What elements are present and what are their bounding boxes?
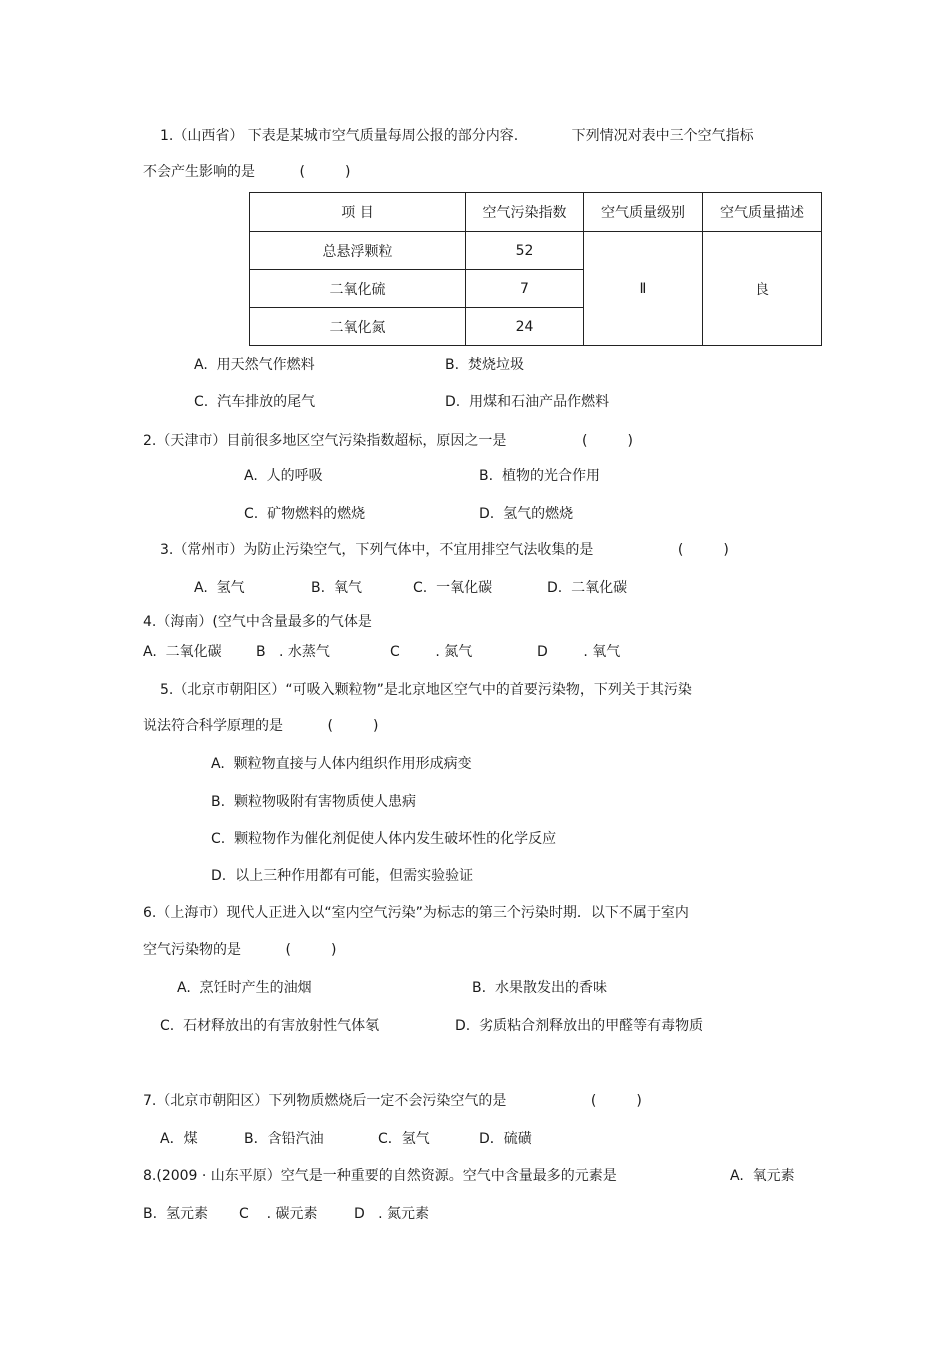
q7-option-a: A．煤: [160, 1131, 198, 1147]
table-cell-item: 二氧化氮: [250, 308, 466, 346]
q3-stem: 3.（常州市）为防止污染空气，下列气体中，不宜用排空气法收集的是 ( ): [160, 542, 729, 558]
q5-stem-line2: 说法符合科学原理的是 ( ): [143, 718, 379, 734]
q5-option-a: A. 颗粒物直接与人体内组织作用形成病变: [211, 756, 472, 772]
q7-stem: 7.（北京市朝阳区）下列物质燃烧后一定不会污染空气的是 ( ): [143, 1093, 642, 1109]
q2-option-a: A. 人的呼吸: [244, 468, 323, 484]
q1-option-b: B. 焚烧垃圾: [445, 357, 524, 373]
q4-stem: 4.（海南）(空气中含量最多的气体是: [143, 614, 372, 630]
table-cell-index: 52: [466, 232, 584, 270]
q3-option-c: C. 一氧化碳: [413, 580, 493, 596]
q1-option-a: A. 用天然气作燃料: [194, 357, 315, 373]
q1-option-c: C. 汽车排放的尾气: [194, 394, 316, 410]
q2-option-d: D. 氢气的燃烧: [479, 506, 574, 522]
q6-option-b: B. 水果散发出的香味: [472, 980, 607, 996]
q7-option-d: D．硫磺: [479, 1131, 532, 1147]
table-cell-desc: 良: [703, 232, 822, 346]
q8-option-a: A. 氧元素: [730, 1168, 795, 1184]
q5-option-c: C. 颗粒物作为催化剂促使人体内发生破坏性的化学反应: [211, 831, 557, 847]
q5-option-b: B. 颗粒物吸附有害物质使人患病: [211, 794, 416, 810]
q8-option-b: B. 氢元素: [143, 1206, 208, 1222]
q3-option-d: D. 二氧化碳: [547, 580, 628, 596]
q6-stem-line1: 6.（上海市）现代人正进入以“室内空气污染”为标志的第三个污染时期．以下不属于室内: [143, 905, 689, 921]
q4-option-c: C . 氮气: [390, 644, 473, 660]
q6-option-a: A. 烹饪时产生的油烟: [177, 980, 312, 996]
q4-option-b: B . 水蒸气: [256, 644, 330, 660]
table-row: [250, 232, 822, 270]
table-cell-item: 总悬浮颗粒: [250, 232, 466, 270]
table-cell-item: 二氧化硫: [250, 270, 466, 308]
table-cell-level: Ⅱ: [584, 232, 703, 346]
q3-option-a: A. 氢气: [194, 580, 245, 596]
q1-stem-line1: 1.（山西省） 下表是某城市空气质量每周公报的部分内容. 下列情况对表中三个空气指标: [160, 128, 754, 144]
q2-option-b: B. 植物的光合作用: [479, 468, 600, 484]
q8-option-d: D . 氮元素: [354, 1206, 430, 1222]
q3-option-b: B. 氧气: [311, 580, 362, 596]
q5-stem-line1: 5.（北京市朝阳区）“可吸入颗粒物”是北京地区空气中的首要污染物，下列关于其污染: [160, 682, 692, 698]
q4-option-a: A. 二氧化碳: [143, 644, 222, 660]
table-header-row: [250, 193, 822, 232]
q5-option-d: D. 以上三种作用都有可能，但需实验验证: [211, 868, 474, 884]
q7-option-c: C．氢气: [378, 1131, 430, 1147]
table-header: 项 目: [250, 193, 466, 232]
q8-option-c: C . 碳元素: [239, 1206, 318, 1222]
q8-stem: 8.(2009 · 山东平原）空气是一种重要的自然资源。空气中含量最多的元素是: [143, 1168, 617, 1184]
q1-stem-line2: 不会产生影响的是 ( ): [143, 164, 351, 180]
table-cell-index: 24: [466, 308, 584, 346]
q6-option-d: D. 劣质粘合剂释放出的甲醛等有毒物质: [455, 1018, 704, 1034]
table-cell-index: 7: [466, 270, 584, 308]
q2-stem: 2.（天津市）目前很多地区空气污染指数超标，原因之一是 ( ): [143, 433, 633, 449]
table-header: 空气质量级别: [584, 193, 703, 232]
air-quality-table: [249, 192, 822, 346]
q1-option-d: D. 用煤和石油产品作燃料: [445, 394, 610, 410]
table-header: 空气污染指数: [466, 193, 584, 232]
q4-option-d: D . 氧气: [537, 644, 621, 660]
table-header: 空气质量描述: [703, 193, 822, 232]
q6-stem-line2: 空气污染物的是 ( ): [143, 942, 337, 958]
q2-option-c: C. 矿物燃料的燃烧: [244, 506, 366, 522]
q6-option-c: C. 石材释放出的有害放射性气体氡: [160, 1018, 380, 1034]
q7-option-b: B．含铅汽油: [244, 1131, 324, 1147]
